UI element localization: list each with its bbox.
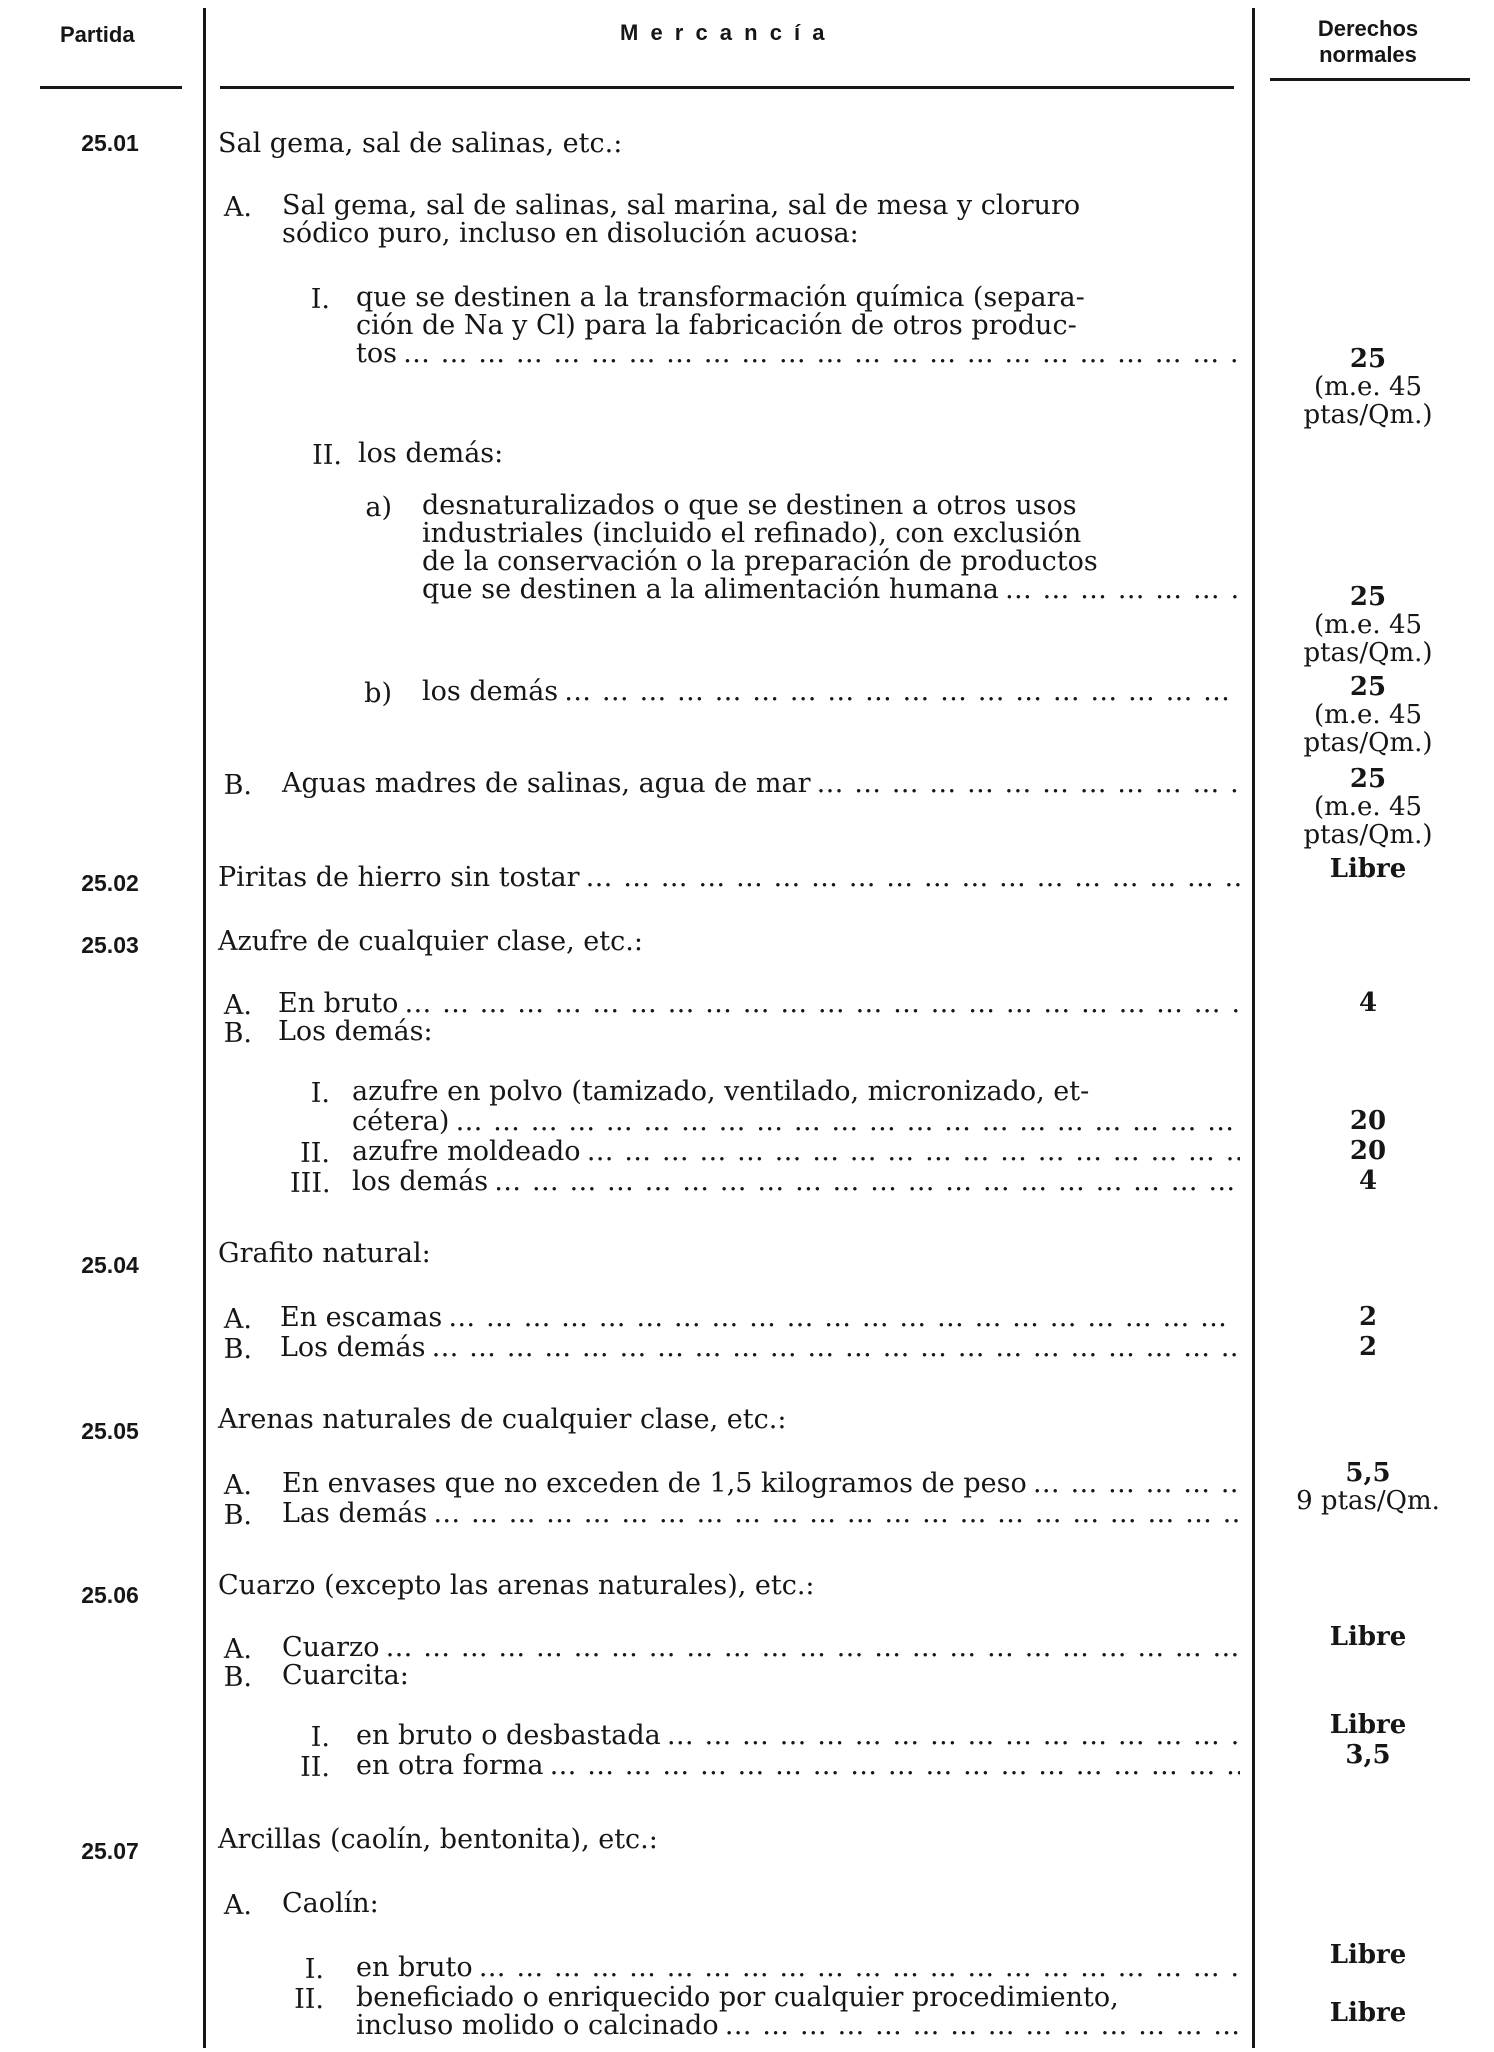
item-text: En envases que no exceden de 1,5 kilogramos de peso (282, 1468, 1027, 1499)
header-rule-derechos (1270, 78, 1470, 81)
item-line (356, 340, 1240, 367)
leader-dots (1005, 576, 1240, 603)
item-line (282, 1470, 1240, 1497)
duty-value: 3,5 (1345, 1740, 1391, 1770)
item-text: beneficiado o enriquecido por cualquier procedimiento, (356, 1982, 1119, 2013)
item-line (422, 678, 1240, 705)
duty-value: Libre (1329, 1622, 1407, 1652)
leader-dots (431, 1334, 1240, 1361)
item-text: los demás: (358, 438, 504, 469)
partida-code: 25.07 (81, 1838, 139, 1864)
partida-code: 25.05 (81, 1418, 139, 1444)
item-mark: II. (300, 1752, 330, 1783)
item-line (352, 1168, 1240, 1195)
item-text: sódico puro, incluso en disolución acuosa: (282, 218, 859, 249)
item-line (352, 1108, 1240, 1135)
duty-value: (m.e. 45 (1313, 610, 1423, 640)
item-line (422, 576, 1240, 603)
leader-dots (479, 1954, 1240, 1981)
leader-dots (386, 1634, 1240, 1661)
item-mark: a) (365, 492, 392, 523)
item-text: En bruto (278, 988, 399, 1019)
duty-value: Libre (1329, 854, 1407, 884)
duty-value: 25 (1349, 672, 1387, 702)
item-text: Sal gema, sal de salinas, sal marina, sal de mesa y cloruro (282, 190, 1081, 221)
item-mark: B. (223, 770, 252, 801)
partida-code: 25.01 (81, 130, 139, 156)
duty-value: 25 (1349, 582, 1387, 612)
leader-dots (455, 1108, 1240, 1135)
item-mark: III. (290, 1168, 331, 1199)
item-text: desnaturalizados o que se destinen a otros usos (422, 490, 1077, 521)
duty-value: 4 (1358, 1166, 1378, 1196)
item-line (280, 1304, 1240, 1331)
item-text: cétera) (352, 1106, 450, 1137)
leader-dots (433, 1500, 1240, 1527)
item-text: que se destinen a la alimentación humana (422, 574, 999, 605)
item-text: Los demás: (278, 1016, 433, 1047)
item-text: los demás (352, 1166, 489, 1197)
item-line (282, 1634, 1240, 1661)
partida-code: 25.06 (81, 1582, 139, 1608)
leader-dots (667, 1722, 1240, 1749)
item-mark: A. (223, 1470, 252, 1501)
item-mark: B. (223, 1500, 252, 1531)
item-mark: II. (294, 1984, 324, 2015)
item-line (356, 2012, 1240, 2039)
duty-value: ptas/Qm.) (1303, 820, 1433, 850)
item-title: Arcillas (caolín, bentonita), etc.: (218, 1824, 658, 1855)
item-text: en bruto (356, 1952, 473, 1983)
item-line (218, 864, 1240, 891)
duty-value: (m.e. 45 (1313, 792, 1423, 822)
header-normales: normales (1319, 42, 1417, 67)
item-mark: A. (223, 1890, 252, 1921)
item-text: que se destinen a la transformación química (separa- (356, 282, 1085, 313)
leader-dots (564, 678, 1240, 705)
duty-value: 9 ptas/Qm. (1296, 1486, 1440, 1516)
leader-dots (587, 1138, 1240, 1165)
leader-dots (448, 1304, 1240, 1331)
item-text: Piritas de hierro sin tostar (218, 862, 580, 893)
item-mark: I. (310, 1078, 330, 1109)
item-mark: A. (223, 990, 252, 1021)
header-rule-partida (40, 86, 182, 89)
item-line (282, 1500, 1240, 1527)
item-mark: B. (223, 1662, 252, 1693)
leader-dots (494, 1168, 1240, 1195)
item-mark: B. (223, 1334, 252, 1365)
item-text: industriales (incluido el refinado), con exclusión (422, 518, 1082, 549)
item-text: Los demás (280, 1332, 426, 1363)
item-text: en bruto o desbastada (356, 1720, 661, 1751)
duty-value: Libre (1329, 1940, 1407, 1970)
duty-value: (m.e. 45 (1313, 372, 1423, 402)
partida-code: 25.02 (81, 870, 139, 896)
item-text: tos (356, 338, 397, 369)
item-mark: I. (310, 1722, 330, 1753)
duty-value: 2 (1358, 1302, 1378, 1332)
header-partida: Partida (60, 22, 135, 47)
item-mark: A. (223, 192, 252, 223)
item-line (278, 990, 1240, 1017)
item-mark: A. (223, 1634, 252, 1665)
duty-value: Libre (1329, 1998, 1407, 2028)
duty-value: 20 (1349, 1106, 1387, 1136)
column-divider-right (1252, 8, 1255, 2048)
item-mark: I. (304, 1954, 324, 1985)
item-text: Caolín: (282, 1888, 379, 1919)
item-mark: A. (223, 1304, 252, 1335)
header-derechos: Derechos (1317, 16, 1419, 41)
partida-code: 25.03 (81, 932, 139, 958)
item-text: Aguas madres de salinas, agua de mar (282, 768, 811, 799)
duty-value: Libre (1329, 1710, 1407, 1740)
item-line (356, 1722, 1240, 1749)
leader-dots (404, 990, 1240, 1017)
item-text: incluso molido o calcinado (356, 2010, 719, 2041)
duty-value: 2 (1358, 1332, 1378, 1362)
item-mark: b) (364, 678, 392, 709)
header-mercancia: M e r c a n c í a (620, 20, 828, 45)
item-line (352, 1138, 1240, 1165)
item-mark: B. (223, 1018, 252, 1049)
duty-value: 5,5 (1345, 1458, 1391, 1488)
leader-dots (725, 2012, 1240, 2039)
leader-dots (403, 340, 1240, 367)
item-line (280, 1334, 1240, 1361)
column-divider-left (203, 8, 206, 2048)
item-mark: I. (310, 284, 330, 315)
item-line (356, 1752, 1240, 1779)
item-line (282, 770, 1240, 797)
item-title: Sal gema, sal de salinas, etc.: (218, 128, 623, 159)
header-rule-mercancia (220, 86, 1234, 89)
duty-value: ptas/Qm.) (1303, 728, 1433, 758)
leader-dots (586, 864, 1240, 891)
item-text: Cuarzo (282, 1632, 380, 1663)
item-line (356, 1954, 1240, 1981)
duty-value: 25 (1349, 764, 1387, 794)
duty-value: ptas/Qm.) (1303, 638, 1433, 668)
duty-value: 4 (1358, 988, 1378, 1018)
item-text: azufre en polvo (tamizado, ventilado, micronizado, et- (352, 1076, 1090, 1107)
item-text: azufre moldeado (352, 1136, 581, 1167)
item-title: Arenas naturales de cualquier clase, etc.: (218, 1404, 787, 1435)
duty-value: ptas/Qm.) (1303, 400, 1433, 430)
item-mark: II. (312, 440, 342, 471)
item-text: los demás (422, 676, 559, 707)
leader-dots (550, 1752, 1241, 1779)
item-title: Grafito natural: (218, 1238, 431, 1269)
leader-dots (817, 770, 1241, 797)
item-text: en otra forma (356, 1750, 544, 1781)
duty-value: 25 (1349, 344, 1387, 374)
item-text: Cuarcita: (282, 1660, 409, 1691)
item-title: Cuarzo (excepto las arenas naturales), etc.: (218, 1570, 815, 1601)
item-text: Las demás (282, 1498, 428, 1529)
leader-dots (1033, 1470, 1240, 1497)
item-text: de la conservación o la preparación de productos (422, 546, 1098, 577)
item-mark: II. (300, 1138, 330, 1169)
item-text: En escamas (280, 1302, 443, 1333)
item-title: Azufre de cualquier clase, etc.: (218, 926, 643, 957)
item-text: ción de Na y Cl) para la fabricación de otros produc- (356, 310, 1077, 341)
duty-value: (m.e. 45 (1313, 700, 1423, 730)
duty-value: 20 (1349, 1136, 1387, 1166)
partida-code: 25.04 (81, 1252, 139, 1278)
